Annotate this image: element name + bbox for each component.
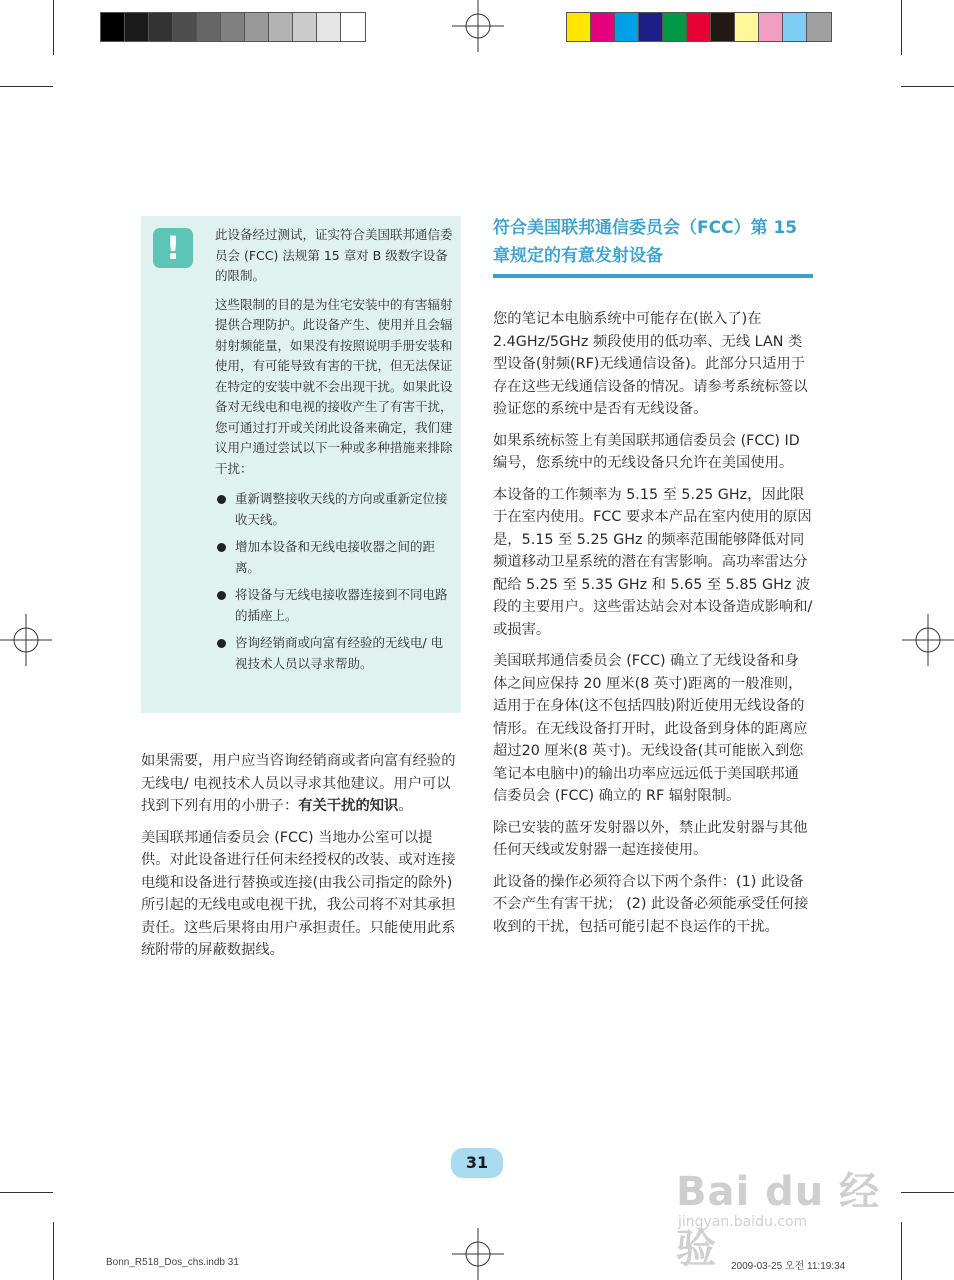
body-paragraph: 美国联邦通信委员会 (FCC) 当地办公室可以提供。对此设备进行任何未经授权的改装、或对连接电缆和设备进行替换或连接(由我公司指定的除外)所引起的无线电或电视干扰，我公司将不对其承担责任。这些后果将由用户承担责任。只能使用此系统附带的屏蔽数据线。 bbox=[141, 829, 456, 958]
registration-mark-icon bbox=[0, 614, 52, 666]
gray-swatch bbox=[269, 13, 293, 41]
gray-swatch-bar bbox=[100, 12, 366, 42]
color-swatch bbox=[639, 13, 663, 41]
gray-swatch bbox=[125, 13, 149, 41]
section-title: 符合美国联邦通信委员会（FCC）第 15 章规定的有意发射设备 bbox=[493, 214, 813, 278]
page-number: 31 bbox=[451, 1148, 503, 1178]
gray-swatch bbox=[317, 13, 341, 41]
color-swatch bbox=[711, 13, 735, 41]
note-bullet-item: 咨询经销商或向富有经验的无线电/ 电视技术人员以寻求帮助。 bbox=[215, 633, 455, 674]
note-bullet-list bbox=[215, 489, 455, 674]
body-paragraph: 美国联邦通信委员会 (FCC) 确立了无线设备和身体之间应保持 20 厘米(8 英寸)距离的一般准则，适用于在身体(这不包括四肢)附近使用无线设备的情形。在无线设备打开时，此设备到身体的距离应超过20 厘米(8 英寸)。无线设备(其可能嵌入到您笔记本电脑中)的输出功率应远远低于美国联邦通信委员会 (FCC) 确立的 RF 辐射限制。 bbox=[493, 653, 808, 804]
body-paragraph: 本设备的工作频率为 5.15 至 5.25 GHz，因此限于在室内使用。FCC 要求本产品在室内使用的原因是，5.15 至 5.25 GHz 的频率范围能够降低对同频道移动卫星系统的潜在有害影响。高功率雷达分配给 5.25 至 5.35 GHz 和 5.65 至 5.85 GHz 波段的主要用户。这些雷达站会对本设备造成影响和/或损害。 bbox=[493, 486, 813, 638]
color-swatch bbox=[735, 13, 759, 41]
bullet-icon bbox=[217, 543, 226, 552]
booklet-title: 有关干扰的知识 bbox=[298, 798, 399, 814]
gray-swatch bbox=[341, 13, 365, 41]
bullet-icon bbox=[217, 639, 226, 648]
note-bullet-item: 增加本设备和无线电接收器之间的距离。 bbox=[215, 537, 455, 578]
crop-mark bbox=[53, 1222, 54, 1280]
footer-timestamp: 2009-03-25 오전 11:19:34 bbox=[731, 1261, 846, 1272]
body-paragraph: 除已安装的蓝牙发射器以外，禁止此发射器与其他任何天线或发射器一起连接使用。 bbox=[493, 819, 808, 858]
color-swatch bbox=[615, 13, 639, 41]
crop-mark bbox=[901, 1192, 954, 1193]
crop-mark bbox=[0, 86, 53, 87]
crop-mark bbox=[901, 86, 954, 87]
exclamation-icon: ! bbox=[153, 228, 193, 268]
color-swatch-bar bbox=[566, 12, 832, 42]
note-text bbox=[215, 225, 455, 681]
gray-swatch bbox=[245, 13, 269, 41]
gray-swatch bbox=[221, 13, 245, 41]
color-swatch bbox=[759, 13, 783, 41]
crop-mark bbox=[901, 0, 902, 55]
registration-mark-icon bbox=[902, 614, 954, 666]
right-column bbox=[493, 214, 813, 947]
gray-swatch bbox=[101, 13, 125, 41]
color-swatch bbox=[663, 13, 687, 41]
gray-swatch bbox=[149, 13, 173, 41]
note-paragraph: 此设备经过测试，证实符合美国联邦通信委员会 (FCC) 法规第 15 章对 B 级数字设备的限制。 bbox=[215, 227, 453, 283]
note-bullet-item: 将设备与无线电接收器连接到不同电路的插座上。 bbox=[215, 585, 455, 626]
color-swatch bbox=[807, 13, 831, 41]
watermark-logo: Bai du 经验 bbox=[676, 1169, 881, 1272]
crop-mark bbox=[0, 1192, 53, 1193]
body-paragraph: 您的笔记本电脑系统中可能存在(嵌入了)在 2.4GHz/5GHz 频段使用的低功率、无线 LAN 类型设备(射频(RF)无线通信设备)。此部分只适用于存在这些无线通信设备的情况。请参考系统标签以验证您的系统中是否有无线设备。 bbox=[493, 311, 808, 417]
gray-swatch bbox=[293, 13, 317, 41]
registration-mark-icon bbox=[452, 1228, 504, 1280]
color-swatch bbox=[591, 13, 615, 41]
bullet-icon bbox=[217, 495, 226, 504]
crop-mark bbox=[901, 1222, 902, 1280]
color-swatch bbox=[783, 13, 807, 41]
crop-mark bbox=[53, 0, 54, 55]
note-bullet-item: 重新调整接收天线的方向或重新定位接收天线。 bbox=[215, 489, 455, 530]
left-body-text bbox=[141, 750, 461, 971]
color-swatch bbox=[687, 13, 711, 41]
body-paragraph: 此设备的操作必须符合以下两个条件：(1) 此设备不会产生有害干扰； (2) 此设备必须能承受任何接收到的干扰，包括可能引起不良运作的干扰。 bbox=[493, 873, 809, 935]
color-swatch bbox=[567, 13, 591, 41]
watermark-url: jingyan.baidu.com bbox=[678, 1214, 808, 1230]
body-paragraph: 如果需要，用户应当咨询经销商或者向富有经验的无线电/ 电视技术人员以寻求其他建议。用户可以找到下列有用的小册子：有关干扰的知识。 bbox=[141, 753, 456, 814]
bullet-icon bbox=[217, 591, 226, 600]
registration-mark-icon bbox=[452, 0, 504, 52]
note-box bbox=[141, 216, 461, 713]
footer-file-info: Bonn_R518_Dos_chs.indb 31 bbox=[106, 1257, 239, 1268]
gray-swatch bbox=[197, 13, 221, 41]
body-paragraph: 如果系统标签上有美国联邦通信委员会 (FCC) ID 编号，您系统中的无线设备只允许在美国使用。 bbox=[493, 432, 800, 471]
note-paragraph: 这些限制的目的是为住宅安装中的有害辐射提供合理防护。此设备产生、使用并且会辐射射频能量，如果没有按照说明手册安装和使用，有可能导致有害的干扰，但无法保证在特定的安装中就不会出现干扰。如果此设备对无线电和电视的接收产生了有害干扰，您可通过打开或关闭此设备来确定，我们建议用户通过尝试以下一种或多种措施来排除干扰： bbox=[215, 296, 453, 476]
gray-swatch bbox=[173, 13, 197, 41]
